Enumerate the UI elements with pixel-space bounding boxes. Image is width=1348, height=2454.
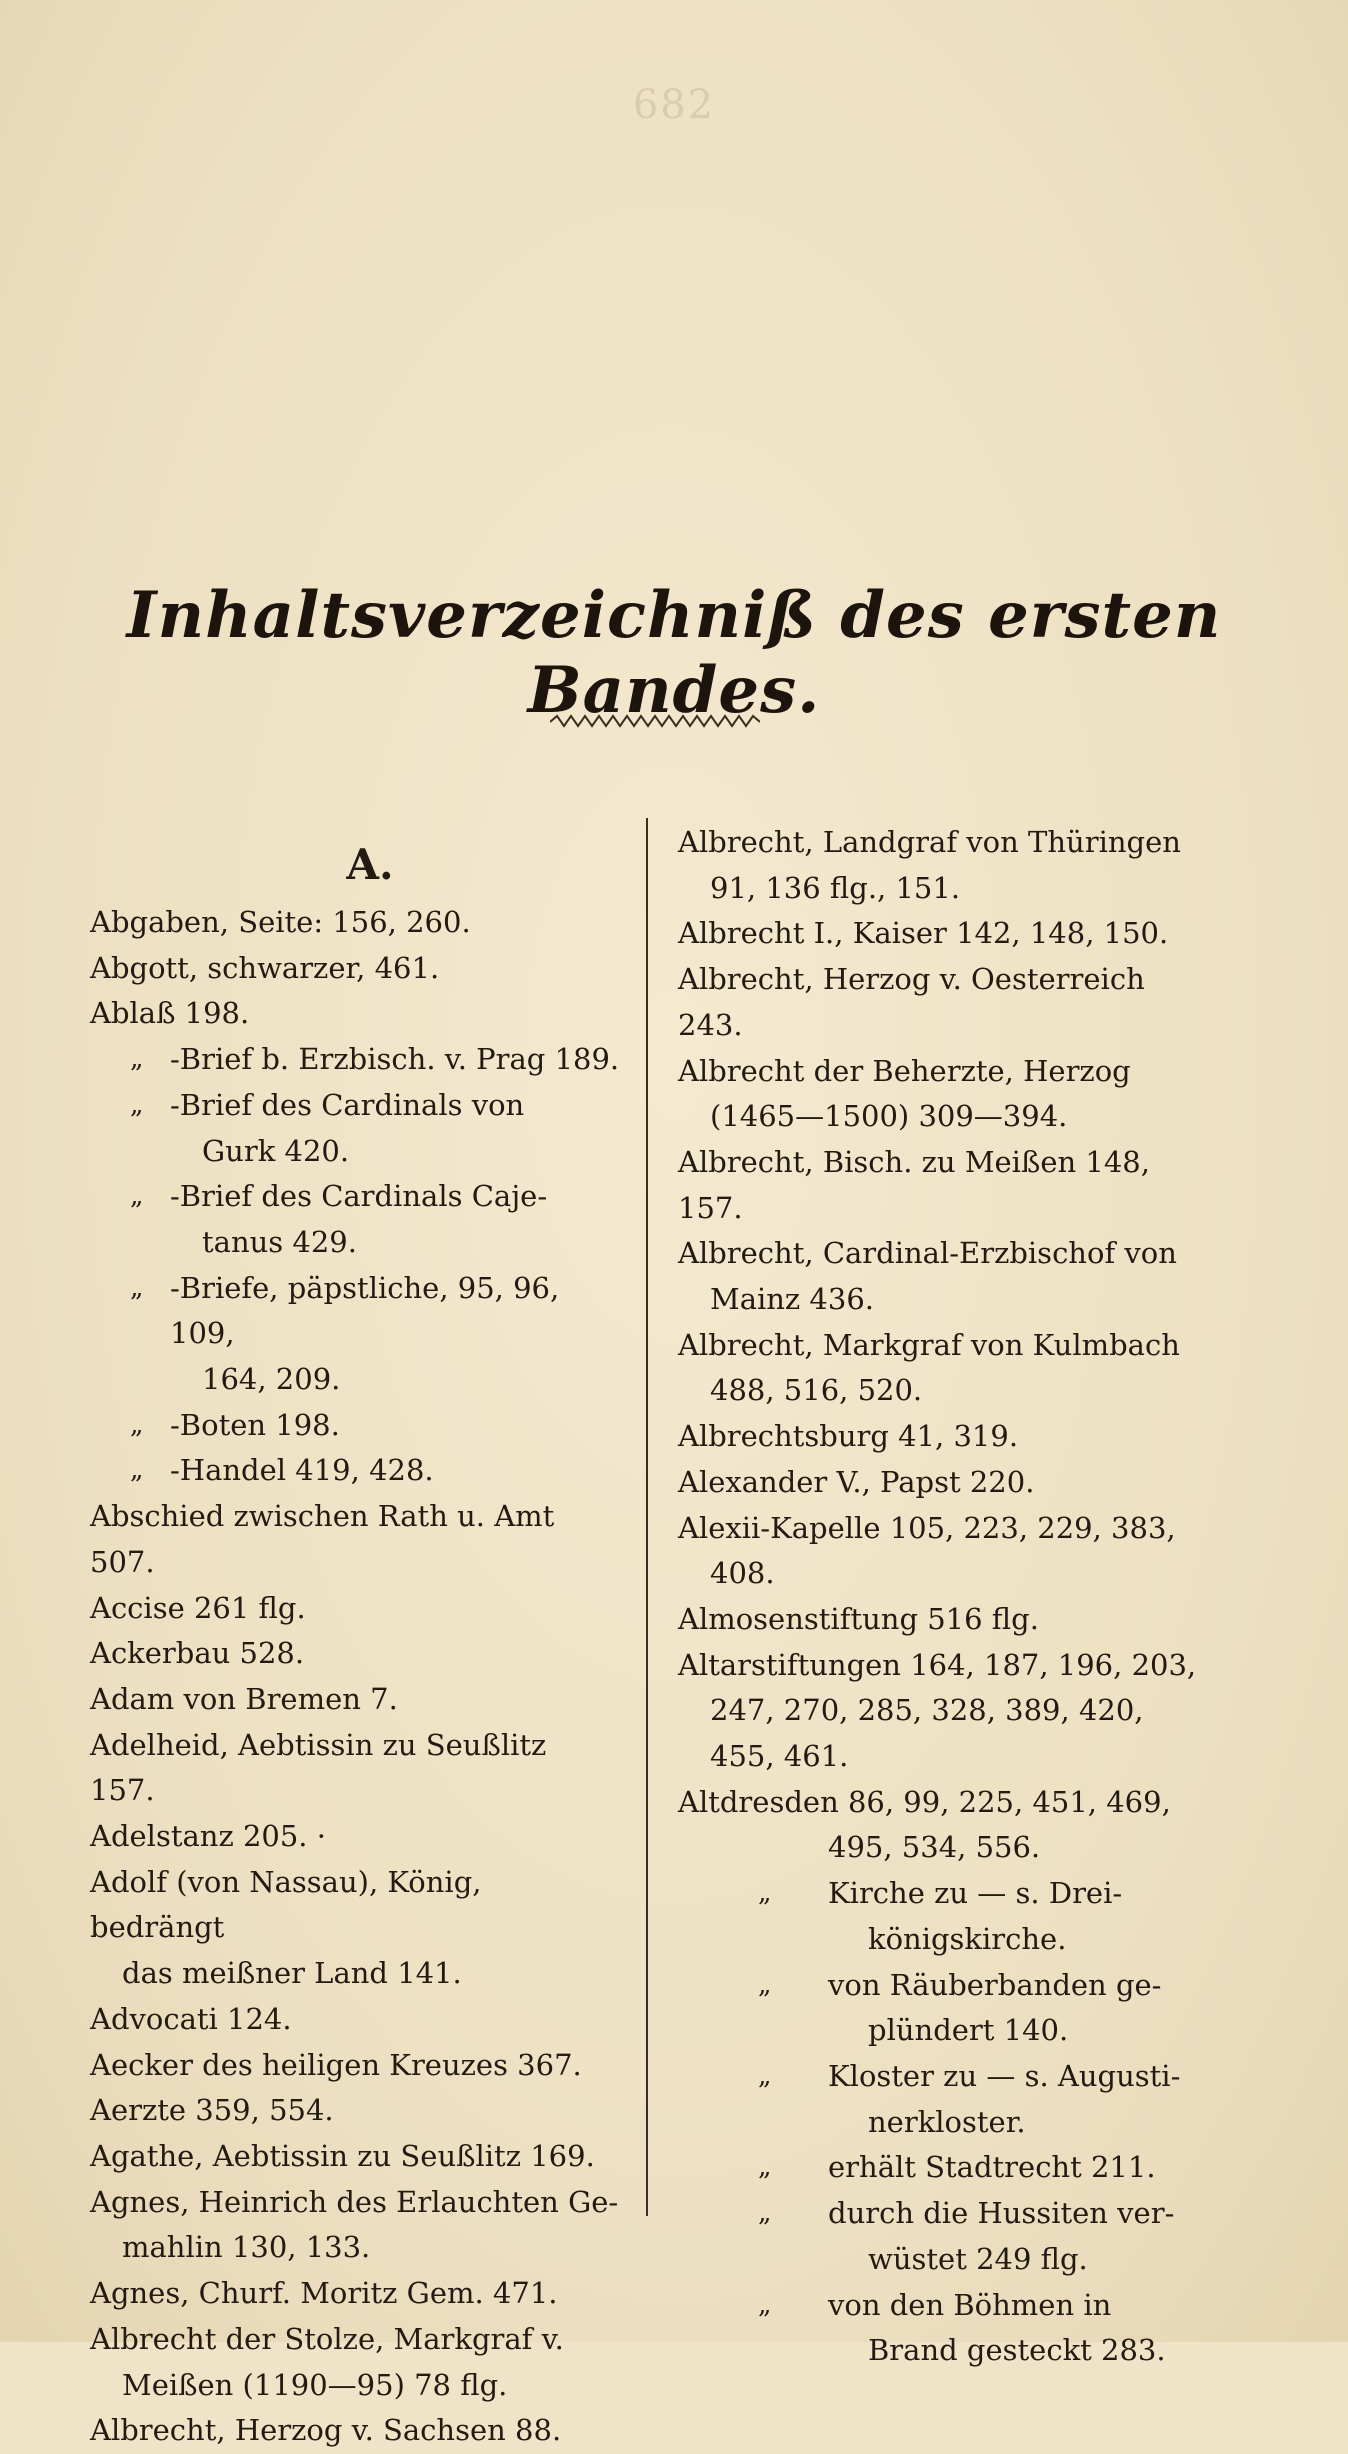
entry-continuation: nerkloster.: [868, 2104, 1026, 2139]
entry-text: Albrecht, Markgraf von Kulmbach: [678, 1327, 1180, 1362]
entry-text: Ackerbau 528.: [90, 1636, 305, 1671]
entry-text: Albrecht der Stolze, Markgraf v.: [90, 2321, 564, 2356]
entry-text: von Räuberbanden ge-: [828, 1967, 1162, 2002]
index-entry: [90, 1860, 620, 1997]
index-entry: [678, 1140, 1218, 1231]
index-entry: [90, 1677, 620, 1723]
entry-text: Kirche zu — s. Drei-: [828, 1876, 1123, 1911]
index-entry: [90, 2088, 620, 2134]
ditto-mark: „: [130, 1044, 144, 1075]
index-entry: [678, 820, 1218, 911]
entry-text: -Brief des Cardinals von: [170, 1087, 525, 1122]
index-entry: [678, 1643, 1218, 1780]
entry-text: Albrecht, Bisch. zu Meißen 148, 157.: [678, 1144, 1150, 1225]
index-entry: [678, 957, 1218, 1048]
index-entry: [90, 900, 620, 946]
entry-text: Almosenstiftung 516 flg.: [678, 1601, 1039, 1636]
entry-text: Advocati 124.: [90, 2001, 292, 2036]
entry-text: Abschied zwischen Rath u. Amt 507.: [90, 1499, 555, 1579]
index-entry: [90, 1814, 620, 1860]
index-subentry: [678, 2054, 1218, 2145]
index-subentry: [678, 1963, 1218, 2054]
entry-text: Abgott, schwarzer, 461.: [90, 950, 440, 985]
entry-text: -Handel 419, 428.: [170, 1453, 434, 1488]
entry-text: Agnes, Churf. Moritz Gem. 471.: [90, 2276, 558, 2311]
title-ornament: [550, 712, 760, 732]
entry-text: Alexander V., Papst 220.: [678, 1464, 1035, 1499]
index-entry: [90, 2408, 620, 2454]
entry-continuation: 91, 136 flg., 151.: [710, 870, 961, 905]
index-entry: [678, 1597, 1218, 1643]
entry-continuation: tanus 429.: [202, 1224, 357, 1259]
entry-text: Albrechtsburg 41, 319.: [678, 1419, 1019, 1454]
entry-continuation: königskirche.: [868, 1921, 1067, 1956]
entry-continuation: 164, 209.: [202, 1362, 341, 1397]
entry-continuation: 488, 516, 520.: [710, 1373, 923, 1408]
index-entry: [90, 1494, 620, 1585]
entry-text: Abgaben, Seite: 156, 260.: [90, 905, 471, 939]
index-subentry: [90, 1403, 620, 1449]
entry-text: von den Böhmen in: [828, 2287, 1112, 2322]
index-subentry: [678, 1871, 1218, 1962]
index-entry: [678, 911, 1218, 957]
index-entry: [90, 1723, 620, 1814]
entry-text: Adelheid, Aebtissin zu Seußlitz 157.: [90, 1727, 547, 1808]
entry-text: Altdresden 86, 99, 225, 451, 469,: [678, 1784, 1171, 1819]
entry-text: Agathe, Aebtissin zu Seußlitz 169.: [90, 2138, 595, 2173]
index-subentry: [90, 1448, 620, 1494]
entry-continuation: Mainz 436.: [710, 1282, 875, 1317]
index-subentry: [90, 1037, 620, 1083]
ditto-mark: „: [130, 1089, 144, 1120]
index-subentry: [678, 2191, 1218, 2282]
entry-text: Albrecht, Cardinal-Erzbischof von: [678, 1236, 1177, 1271]
entry-continuation: wüstet 249 flg.: [868, 2241, 1088, 2276]
index-column-right: [678, 820, 1218, 2374]
entry-text: -Briefe, päpstliche, 95, 96, 109,: [170, 1270, 560, 1351]
entry-continuation: 408.: [710, 1556, 775, 1591]
entry-text: Accise 261 flg.: [90, 1590, 306, 1625]
index-entry: [90, 1997, 620, 2043]
entry-text: Altarstiftungen 164, 187, 196, 203,: [678, 1647, 1197, 1682]
index-entry: [90, 1631, 620, 1677]
entry-text: Aecker des heiligen Kreuzes 367.: [90, 2047, 582, 2082]
entry-continuation: mahlin 130, 133.: [122, 2230, 371, 2265]
ditto-mark: „: [758, 1878, 772, 1909]
entry-continuation: Gurk 420.: [202, 1133, 350, 1168]
ditto-mark: „: [758, 1969, 772, 2000]
index-entry: [90, 2043, 620, 2089]
index-subentry: [678, 2145, 1218, 2191]
index-column-left: [90, 830, 620, 2454]
entry-continuation: 247, 270, 285, 328, 389, 420,: [710, 1693, 1144, 1728]
index-subentry: [678, 2283, 1218, 2374]
entry-text: Ablaß 198.: [90, 996, 250, 1031]
entry-text: Albrecht der Beherzte, Herzog: [678, 1053, 1131, 1088]
entry-text: Albrecht I., Kaiser 142, 148, 150.: [678, 916, 1169, 951]
index-entry: [90, 2134, 620, 2180]
column-divider: [646, 818, 648, 2216]
entry-text: -Brief des Cardinals Caje-: [170, 1179, 548, 1214]
page-number: 682: [632, 82, 716, 128]
index-entry: [678, 1780, 1218, 1871]
entry-text: Adelstanz 205. ·: [90, 1819, 326, 1854]
index-entry: [678, 1323, 1218, 1414]
index-entry: [90, 1586, 620, 1632]
entry-text: Agnes, Heinrich des Erlauchten Ge-: [90, 2184, 619, 2219]
index-entry: [678, 1506, 1218, 1597]
entry-text: Kloster zu — s. Augusti-: [828, 2058, 1181, 2093]
entry-text: Adolf (von Nassau), König, bedrängt: [90, 1864, 482, 1945]
ditto-mark: „: [758, 2198, 772, 2229]
entry-continuation: (1465—1500) 309—394.: [710, 1099, 1068, 1134]
index-subentry: [90, 1083, 620, 1174]
index-entry: [678, 1460, 1218, 1506]
entry-continuation: plündert 140.: [868, 2013, 1069, 2048]
ditto-mark: „: [130, 1272, 144, 1303]
index-entry: [678, 1049, 1218, 1140]
ditto-mark: „: [758, 2152, 772, 2183]
entry-text: durch die Hussiten ver-: [828, 2196, 1175, 2231]
entry-continuation: das meißner Land 141.: [122, 1956, 462, 1991]
ditto-mark: „: [130, 1181, 144, 1212]
index-entry: [90, 2317, 620, 2408]
index-entry: [90, 2271, 620, 2317]
index-subentry: [90, 1174, 620, 1265]
ditto-mark: „: [758, 2289, 772, 2320]
ditto-mark: „: [758, 2060, 772, 2091]
entry-text: erhält Stadtrecht 211.: [828, 2150, 1156, 2185]
entry-text: Aerzte 359, 554.: [90, 2093, 334, 2128]
index-entry: [678, 1414, 1218, 1460]
entry-text: Albrecht, Landgraf von Thüringen: [678, 825, 1181, 859]
section-letter: A.: [346, 840, 394, 889]
entry-continuation: Brand gesteckt 283.: [868, 2333, 1166, 2368]
index-entry: [678, 1231, 1218, 1322]
entry-text: -Brief b. Erzbisch. v. Prag 189.: [170, 1042, 620, 1077]
entry-continuation: 455, 461.: [710, 1739, 849, 1774]
entry-text: Albrecht, Herzog v. Oesterreich 243.: [678, 962, 1145, 1042]
entry-text: Alexii-Kapelle 105, 223, 229, 383,: [678, 1510, 1176, 1545]
index-subentry: [90, 1266, 620, 1403]
entry-text: Adam von Bremen 7.: [90, 1681, 398, 1716]
ditto-mark: „: [130, 1409, 144, 1440]
entry-continuation: Meißen (1190—95) 78 flg.: [122, 2367, 508, 2402]
ditto-mark: „: [130, 1455, 144, 1486]
entry-continuation: 495, 534, 556.: [828, 1830, 1041, 1865]
page-title: Inhaltsverzeichniß des ersten Bandes.: [126, 578, 1222, 728]
index-entry: [90, 946, 620, 992]
entry-text: Albrecht, Herzog v. Sachsen 88.: [90, 2413, 562, 2448]
index-entry: [90, 991, 620, 1037]
entry-text: -Boten 198.: [170, 1407, 340, 1442]
index-entry: [90, 2180, 620, 2271]
